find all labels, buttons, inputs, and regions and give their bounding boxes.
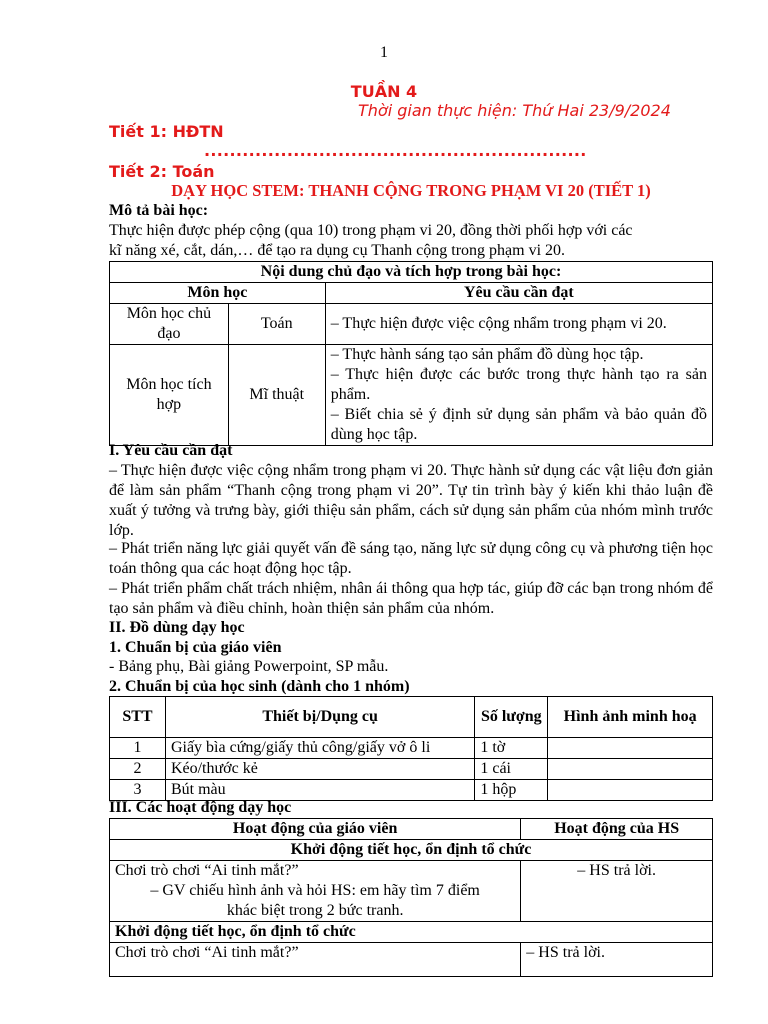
- integrated-subject-type: Môn học tích hợp: [110, 345, 229, 446]
- integration-table-title: Nội dung chủ đạo và tích hợp trong bài học:: [110, 262, 713, 283]
- section-1-paragraph-3: – Phát triển phẩm chất trách nhiệm, nhân ái thông qua hợp tác, giúp đỡ các bạn trong nhóm để tạo sản phẩm và điều chỉnh, hoàn thiện sản phẩm của nhóm.: [109, 580, 713, 617]
- section-2-heading: II. Đồ dùng dạy học: [109, 619, 245, 636]
- integrated-subject-name: Mĩ thuật: [228, 345, 325, 446]
- equipment-illustration: [548, 738, 713, 759]
- stt-header: STT: [110, 697, 166, 738]
- main-subject-name: Toán: [228, 304, 325, 345]
- equipment-name: Bút màu: [165, 780, 474, 801]
- requirement-item: – Biết chia sẻ ý định sử dụng sản phẩm và bảo quản đồ dùng học tập.: [330, 406, 707, 443]
- equipment-name: Giấy bìa cứng/giấy thủ công/giấy vở ô li: [165, 738, 474, 759]
- requirement-item: – Thực hành sáng tạo sản phẩm đồ dùng học tập.: [330, 346, 644, 363]
- period-1-heading: Tiết 1: HĐTN: [109, 122, 224, 141]
- row-number: 3: [110, 780, 166, 801]
- main-subject-requirement: – Thực hiện được việc cộng nhẩm trong phạm vi 20.: [325, 304, 712, 345]
- description-heading: Mô tả bài học:: [109, 202, 209, 219]
- teacher-prep-heading: 1. Chuẩn bị của giáo viên: [109, 639, 282, 656]
- equipment-name: Kéo/thước kẻ: [165, 759, 474, 780]
- integrated-subject-requirements: [325, 345, 712, 446]
- period-2-heading: Tiết 2: Toán: [109, 162, 215, 181]
- equipment-quantity: 1 tờ: [475, 738, 548, 759]
- teacher-prep-text: - Bảng phụ, Bài giảng Powerpoint, SP mẫu.: [109, 658, 389, 675]
- section-3-heading: III. Các hoạt động dạy học: [109, 799, 292, 816]
- teacher-activity-cell: [110, 861, 521, 922]
- activities-table: [109, 818, 713, 977]
- activity-group-heading: Khởi động tiết học, ổn định tổ chức: [110, 840, 713, 861]
- row-number: 2: [110, 759, 166, 780]
- equipment-quantity: 1 cái: [475, 759, 548, 780]
- section-1-paragraph-2: – Phát triển năng lực giải quyết vấn đề sáng tạo, năng lực sử dụng công cụ và phương tiện học toán thông qua các hoạt động học tập.: [109, 540, 713, 577]
- col-requirement-header: Yêu cầu cần đạt: [325, 283, 712, 304]
- teacher-activity-header: Hoạt động của giáo viên: [110, 819, 521, 840]
- student-prep-heading: 2. Chuẩn bị của học sinh (dành cho 1 nhóm): [109, 678, 410, 695]
- schedule-time: Thời gian thực hiện: Thứ Hai 23/9/2024: [358, 101, 671, 120]
- activity-text: – GV chiếu hình ảnh và hỏi HS: em hãy tìm 7 điểm khác biệt trong 2 bức tranh.: [150, 882, 480, 919]
- page-number: 1: [380, 44, 388, 61]
- illustration-header: Hình ảnh minh hoạ: [548, 697, 713, 738]
- student-activity-cell: – HS trả lời.: [521, 943, 713, 977]
- activity-text: Chơi trò chơi “Ai tinh mắt?”: [115, 862, 299, 879]
- dotted-line: ............................................................: [204, 141, 587, 160]
- equipment-header: Thiết bị/Dụng cụ: [165, 697, 474, 738]
- section-1-heading: I. Yêu cầu cần đạt: [109, 442, 233, 459]
- main-subject-type: Môn học chủ đạo: [110, 304, 229, 345]
- table-row: [110, 738, 713, 759]
- teacher-activity-cell: Chơi trò chơi “Ai tinh mắt?”: [110, 943, 521, 977]
- row-number: 1: [110, 738, 166, 759]
- table-row: [110, 759, 713, 780]
- section-1-paragraph-1: – Thực hiện được việc cộng nhẩm trong phạm vi 20. Thực hành sử dụng các vật liệu đơn giản để làm sản phẩm “Thanh cộng trong phạm vi 20”. Tự tin trình bày ý kiến khi thảo luận đề xuất ý tưởng và trưng bày, giới thiệu sản phẩm, cách sử dụng sản phẩm của nhóm mình trước lớp.: [109, 462, 713, 539]
- quantity-header: Số lượng: [475, 697, 548, 738]
- description-line-2: kĩ năng xé, cắt, dán,… để tạo ra dụng cụ Thanh cộng trong phạm vi 20.: [109, 242, 566, 259]
- requirement-item: – Thực hiện được các bước trong thực hành tạo ra sản phẩm.: [330, 366, 707, 403]
- equipment-quantity: 1 hộp: [475, 780, 548, 801]
- week-heading: TUẦN 4: [350, 82, 418, 101]
- col-subject-header: Môn học: [110, 283, 326, 304]
- activity-group-heading: Khởi động tiết học, ổn định tổ chức: [110, 922, 713, 943]
- lesson-title: DẠY HỌC STEM: THANH CỘNG TRONG PHẠM VI 20 (TIẾT 1): [171, 181, 651, 200]
- equipment-illustration: [548, 759, 713, 780]
- description-line-1: Thực hiện được phép cộng (qua 10) trong phạm vi 20, đồng thời phối hợp với các: [109, 222, 633, 239]
- student-activity-cell: – HS trả lời.: [521, 861, 713, 922]
- student-activity-header: Hoạt động của HS: [521, 819, 713, 840]
- materials-table: [109, 696, 713, 801]
- integration-table: [109, 261, 713, 446]
